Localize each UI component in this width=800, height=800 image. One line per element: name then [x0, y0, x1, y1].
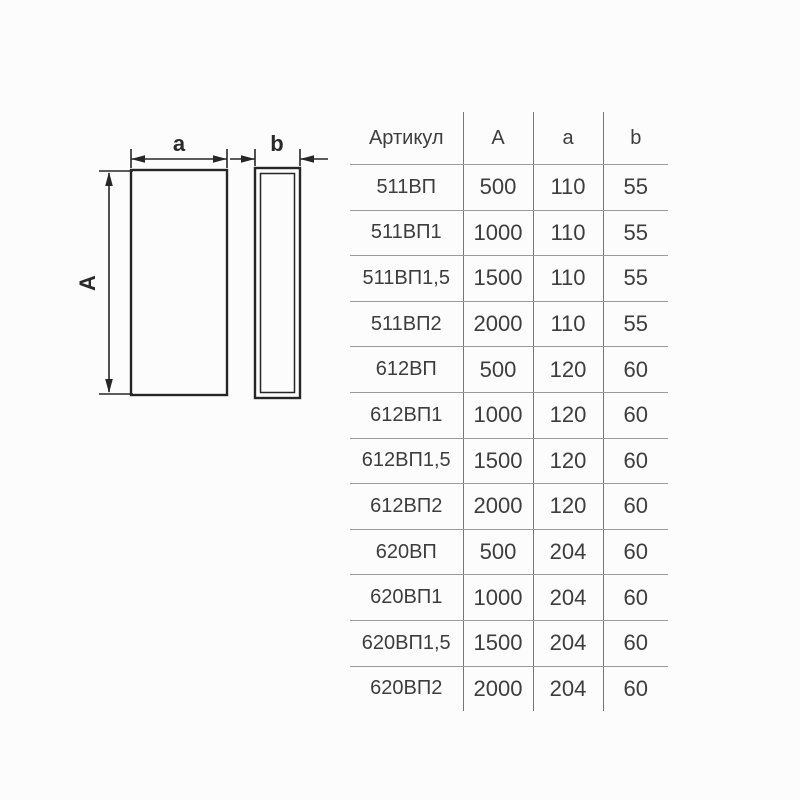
cell-A: 500	[463, 529, 533, 575]
cell-A: 1500	[463, 256, 533, 302]
label-a: a	[172, 131, 186, 156]
cell-b: 60	[603, 620, 668, 666]
cell-b: 60	[603, 529, 668, 575]
cell-article: 620ВП2	[350, 666, 463, 711]
col-header-a: a	[533, 112, 603, 165]
table-row	[350, 347, 668, 393]
cell-article: 511ВП1,5	[350, 256, 463, 302]
cell-a: 204	[533, 529, 603, 575]
cell-a: 110	[533, 210, 603, 256]
cell-b: 55	[603, 165, 668, 211]
table-row	[350, 620, 668, 666]
col-header-article: Артикул	[350, 112, 463, 165]
table-row	[350, 210, 668, 256]
cell-article: 511ВП1	[350, 210, 463, 256]
cell-a: 110	[533, 301, 603, 347]
cell-A: 2000	[463, 666, 533, 711]
front-view-outline	[131, 170, 227, 395]
side-view-outline	[255, 168, 300, 398]
dimension-diagram	[70, 120, 350, 420]
spec-table	[350, 112, 668, 711]
cell-article: 511ВП2	[350, 301, 463, 347]
dimension-A	[99, 171, 133, 394]
cell-A: 1000	[463, 392, 533, 438]
cell-article: 620ВП1,5	[350, 620, 463, 666]
cell-b: 55	[603, 256, 668, 302]
col-header-A: A	[463, 112, 533, 165]
cell-a: 204	[533, 620, 603, 666]
cell-a: 120	[533, 438, 603, 484]
cell-A: 500	[463, 165, 533, 211]
cell-b: 55	[603, 210, 668, 256]
cell-article: 620ВП	[350, 529, 463, 575]
cell-article: 612ВП2	[350, 484, 463, 530]
cell-article: 620ВП1	[350, 575, 463, 621]
table-row	[350, 666, 668, 711]
table-row	[350, 392, 668, 438]
cell-a: 120	[533, 347, 603, 393]
table-row	[350, 529, 668, 575]
cell-a: 120	[533, 392, 603, 438]
cell-article: 511ВП	[350, 165, 463, 211]
table-header-row	[350, 112, 668, 165]
label-A: A	[75, 275, 100, 291]
arrowhead-A-top	[105, 172, 113, 186]
cell-A: 1500	[463, 620, 533, 666]
cell-article: 612ВП	[350, 347, 463, 393]
table-row	[350, 301, 668, 347]
arrowhead-b-right	[300, 155, 314, 163]
cell-A: 1500	[463, 438, 533, 484]
cell-A: 2000	[463, 484, 533, 530]
table-row	[350, 484, 668, 530]
cell-article: 612ВП1	[350, 392, 463, 438]
cell-b: 60	[603, 438, 668, 484]
arrowhead-b-left	[241, 155, 255, 163]
cell-A: 1000	[463, 575, 533, 621]
arrowhead-a-right	[213, 155, 227, 163]
cell-b: 60	[603, 392, 668, 438]
cell-a: 120	[533, 484, 603, 530]
arrowhead-A-bottom	[105, 379, 113, 393]
table-row	[350, 165, 668, 211]
cell-a: 204	[533, 666, 603, 711]
cell-b: 60	[603, 575, 668, 621]
cell-a: 110	[533, 165, 603, 211]
cell-A: 500	[463, 347, 533, 393]
arrowhead-a-left	[131, 155, 145, 163]
cell-A: 2000	[463, 301, 533, 347]
side-view-inner-outline	[261, 174, 295, 393]
cell-b: 60	[623, 675, 648, 701]
col-header-b: b	[603, 112, 668, 165]
cell-b: 60	[603, 484, 668, 530]
table-row	[350, 438, 668, 484]
table-row	[350, 575, 668, 621]
cell-b: 60	[603, 347, 668, 393]
cell-article: 612ВП1,5	[350, 438, 463, 484]
cell-a: 204	[533, 575, 603, 621]
cell-b: 55	[603, 301, 668, 347]
label-b: b	[270, 131, 284, 156]
cell-A: 1000	[463, 210, 533, 256]
cell-a: 110	[533, 256, 603, 302]
table-row	[350, 256, 668, 302]
